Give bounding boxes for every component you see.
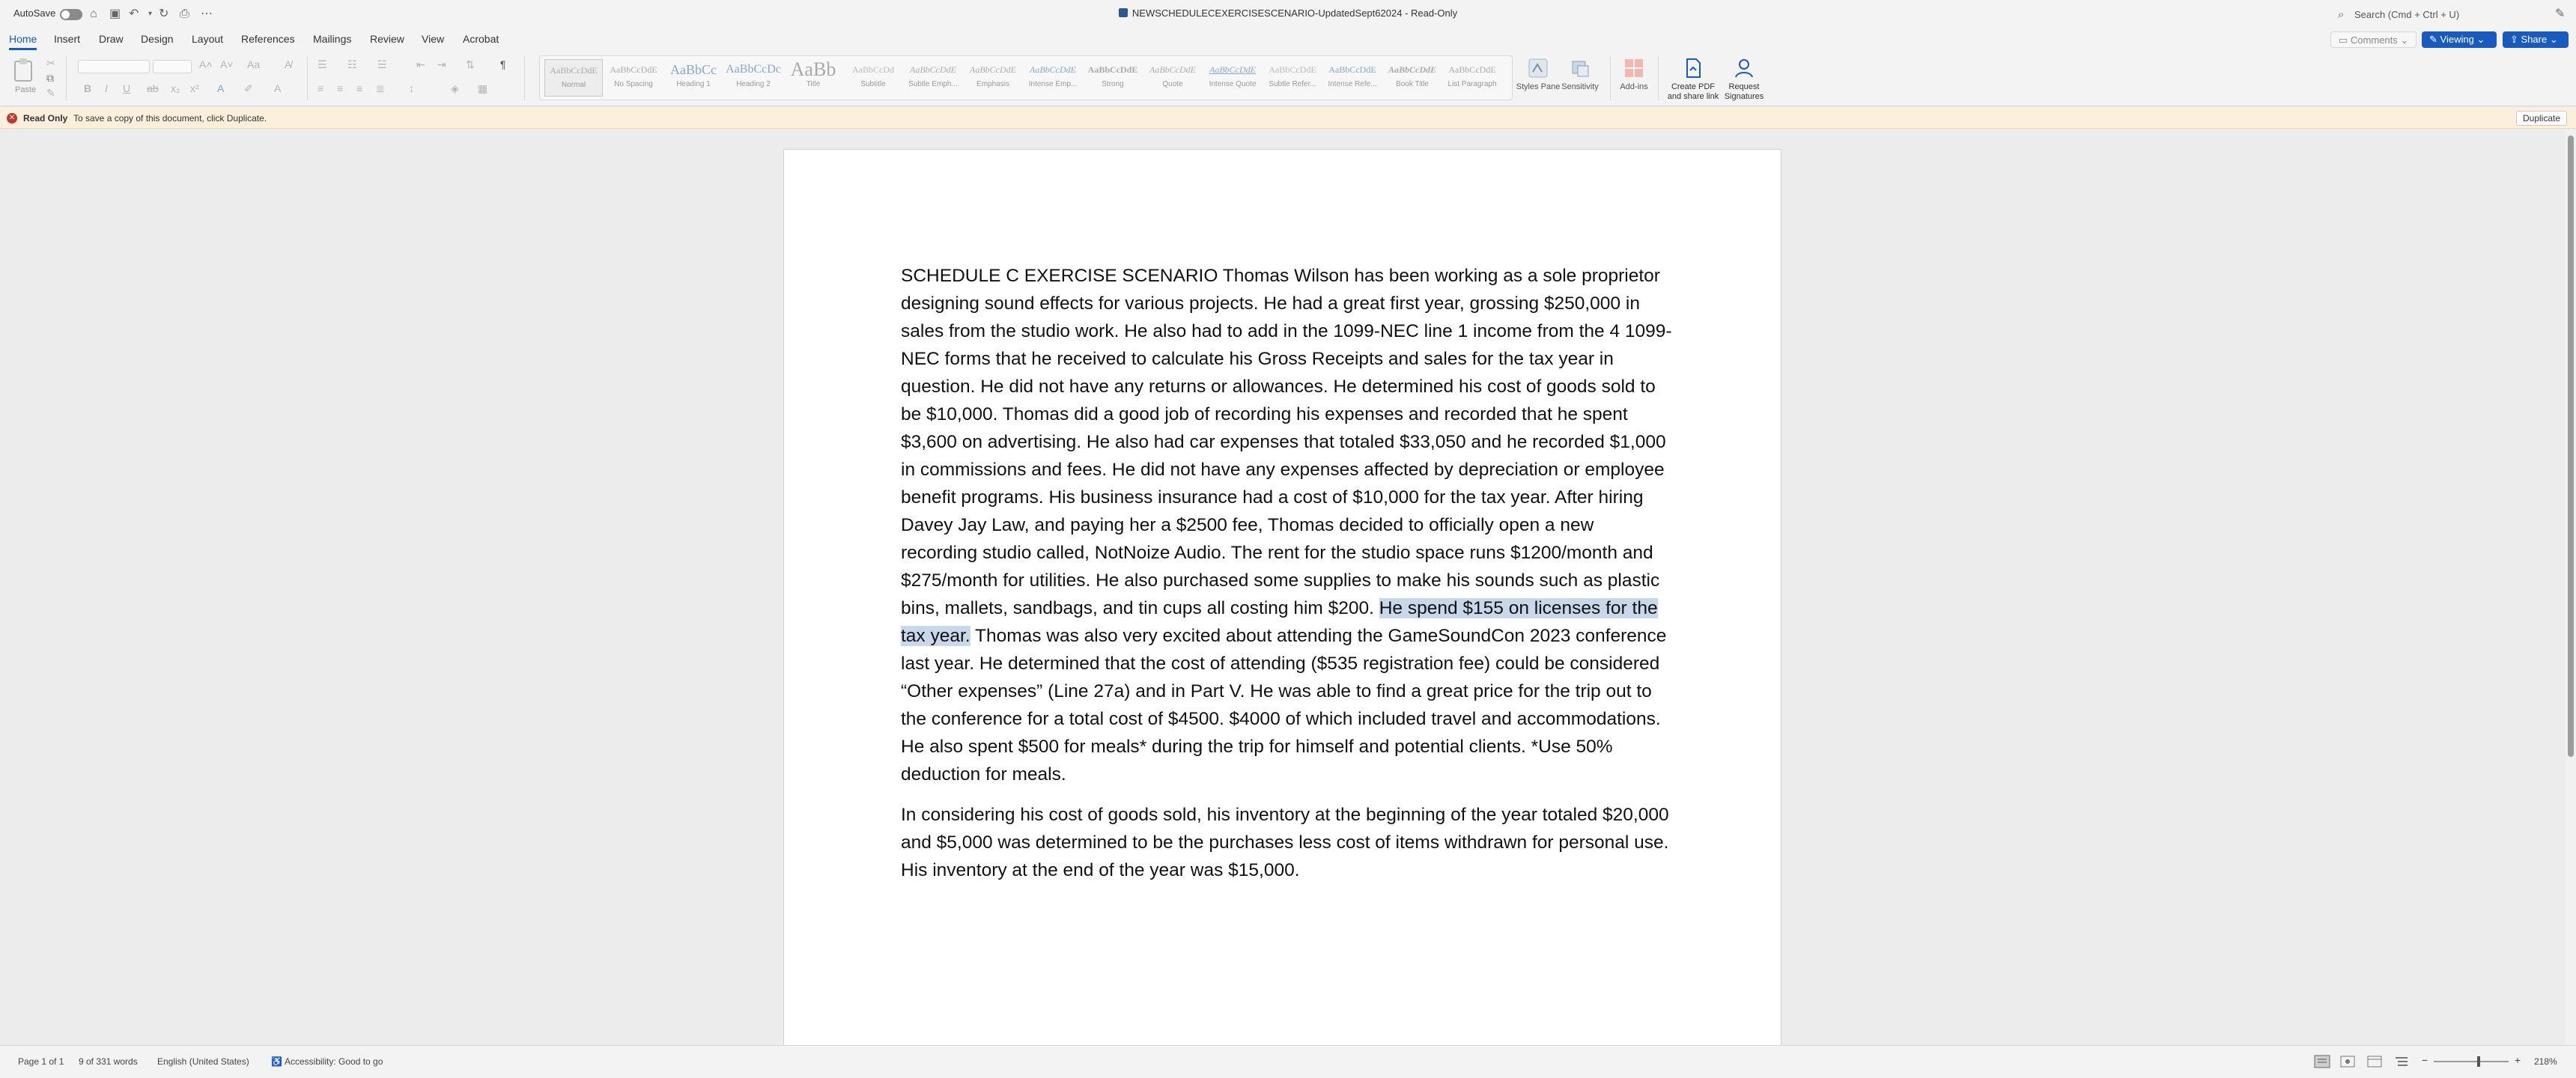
ribbon-divider — [66, 57, 67, 100]
paste-icon[interactable] — [10, 57, 37, 84]
style-sample: AaBbCcDdE — [610, 64, 657, 75]
page-count[interactable]: Page 1 of 1 — [18, 1056, 64, 1067]
style-name: Quote — [1162, 80, 1183, 88]
align-center-icon[interactable]: ≡ — [337, 82, 344, 94]
style-emphasis[interactable] — [964, 59, 1022, 97]
italic-icon[interactable]: I — [105, 82, 108, 94]
justify-icon[interactable]: ≣ — [376, 82, 385, 94]
increase-indent-icon[interactable]: ⇥ — [437, 58, 446, 70]
sensitivity-label: Sensitivity — [1561, 82, 1599, 91]
create-pdf-icon — [1682, 57, 1704, 79]
underline-icon[interactable]: U — [123, 82, 131, 94]
style-subtle-reference[interactable] — [1263, 59, 1322, 97]
comment-icon: ▭ — [2339, 34, 2348, 46]
viewing-label: Viewing — [2440, 34, 2474, 45]
style-name: Subtle Emph... — [908, 80, 958, 88]
read-only-message: To save a copy of this document, click Duplicate. — [73, 113, 267, 124]
close-icon[interactable]: ✕ — [7, 113, 17, 124]
zoom-in-icon[interactable]: + — [2515, 1054, 2521, 1066]
tab-layout[interactable]: Layout — [192, 33, 224, 45]
paragraph-1-text-end[interactable]: Thomas was also very excited about attending the GameSoundCon 2023 conference last year. He determined that the cost of attending ($535 registration fee) could be considered “Other expenses” (Line 27a) and in Part V. He was able to find a great price for the trip out to the conference for a total cost of $4500. $4000 of which included travel and accommodations. He also spent $500 for meals* during the trip for himself and potential clients. *Use 50% deduction for meals. — [901, 626, 1667, 785]
style-heading-1[interactable] — [664, 59, 723, 97]
style-name: List Paragraph — [1448, 80, 1497, 88]
tab-view[interactable]: View — [422, 33, 445, 45]
read-only-title: Read Only — [23, 113, 68, 124]
style-sample: AaBbCcDdE — [1209, 64, 1256, 75]
chevron-down-icon: ⌄ — [2400, 34, 2409, 46]
add-ins-button[interactable] — [1614, 57, 1653, 92]
add-ins-label: Add-ins — [1620, 82, 1648, 91]
title-bar — [0, 0, 2576, 28]
decrease-indent-icon[interactable]: ⇤ — [416, 58, 425, 70]
bullets-icon[interactable]: ☰ — [318, 58, 327, 70]
comments-button[interactable] — [2330, 31, 2416, 48]
word-document-icon — [1119, 8, 1128, 17]
accessibility-icon: ♿ — [271, 1056, 282, 1067]
document-title-text: NEWSCHEDULECEXERCISESCENARIO-UpdatedSept62024 - Read-Only — [1131, 7, 1458, 19]
sort-icon[interactable]: ⇅ — [466, 58, 475, 70]
style-sample: AaBbCc — [670, 62, 717, 77]
comments-label: Comments — [2350, 34, 2398, 46]
multilevel-list-icon[interactable]: ☱ — [377, 58, 387, 70]
document-page[interactable] — [783, 149, 1781, 1045]
style-name: Subtle Refer... — [1269, 80, 1316, 88]
numbering-icon[interactable]: ☷ — [347, 58, 357, 70]
create-pdf-label: Create PDF and share link — [1667, 82, 1719, 101]
ribbon-tabs — [0, 28, 2576, 51]
style-sample: AaBbCcDdE — [1030, 64, 1076, 75]
ribbon-divider — [524, 57, 525, 100]
line-spacing-icon[interactable]: ↕ — [409, 82, 414, 94]
ribbon-divider — [307, 57, 308, 100]
viewing-icon: ✎ — [2429, 34, 2437, 45]
more-icon[interactable]: ⋯ — [201, 7, 213, 20]
sensitivity-icon — [1569, 57, 1591, 79]
ribbon-divider — [1658, 57, 1659, 100]
ribbon-divider — [1610, 57, 1611, 100]
create-pdf-button[interactable] — [1664, 57, 1722, 102]
outline-icon[interactable] — [2393, 1055, 2410, 1068]
read-only-message-bar — [0, 108, 2576, 129]
style-sample: AaBbCcDdE — [1328, 64, 1376, 75]
style-name: Heading 2 — [736, 80, 771, 88]
styles-pane-icon — [1527, 57, 1549, 79]
chevron-down-icon: ⌄ — [2549, 34, 2558, 45]
redo-icon[interactable]: ↻ — [159, 7, 169, 20]
style-name: Emphasis — [976, 80, 1009, 88]
styles-gallery[interactable] — [539, 55, 1513, 100]
subscript-icon[interactable]: x₂ — [171, 82, 180, 94]
shrink-font-icon[interactable]: A˅ — [220, 58, 234, 70]
print-icon[interactable]: ⎙ — [180, 7, 189, 20]
paragraph-1[interactable] — [901, 262, 1672, 788]
font-color-icon[interactable]: A — [274, 82, 282, 94]
style-name: Intense Quote — [1209, 80, 1257, 88]
style-subtle-emphasis[interactable] — [904, 59, 962, 97]
styles-pane-button[interactable] — [1516, 57, 1561, 92]
tab-mailings[interactable]: Mailings — [313, 33, 352, 45]
accessibility-status[interactable]: Accessibility: Good to go — [285, 1056, 383, 1067]
tab-draw[interactable]: Draw — [99, 33, 124, 45]
chevron-down-icon: ⌄ — [2476, 34, 2485, 45]
undo-dropdown-icon[interactable]: ▾ — [148, 10, 153, 18]
request-signatures-icon — [1733, 57, 1755, 79]
word-count[interactable]: 9 of 331 words — [79, 1056, 138, 1067]
autosave-label: AutoSave — [13, 7, 56, 19]
style-subtitle[interactable] — [844, 59, 902, 97]
style-sample: AaBbCcDdE — [1269, 64, 1316, 75]
highlight-icon[interactable]: ✐ — [244, 82, 253, 94]
share-label: Share — [2521, 34, 2548, 45]
zoom-out-icon[interactable]: − — [2422, 1054, 2428, 1066]
language[interactable]: English (United States) — [157, 1056, 249, 1067]
style-strong[interactable] — [1084, 59, 1142, 97]
style-name: Book Title — [1396, 80, 1429, 88]
search-icon: ⌕ — [2338, 8, 2345, 21]
zoom-slider[interactable] — [2434, 1061, 2509, 1062]
document-title — [0, 7, 2576, 19]
add-ins-icon — [1623, 57, 1645, 79]
scrollbar-thumb[interactable] — [2568, 135, 2574, 757]
sensitivity-button[interactable] — [1558, 57, 1603, 92]
font-name-dropdown[interactable] — [78, 60, 150, 73]
style-sample: AaBbCcDdE — [1087, 64, 1138, 75]
save-icon[interactable]: ▣ — [109, 7, 121, 20]
edit-pen-icon[interactable]: ✎ — [2555, 7, 2566, 20]
show-formatting-icon[interactable]: ¶ — [500, 58, 506, 70]
share-icon: ⇪ — [2510, 34, 2518, 45]
format-painter-icon[interactable]: ✎ — [46, 87, 55, 99]
style-name: Strong — [1102, 80, 1124, 88]
tab-review[interactable]: Review — [370, 33, 404, 45]
style-sample: AaBb — [790, 59, 836, 80]
style-heading-2[interactable] — [724, 59, 783, 97]
shading-icon[interactable]: ◈ — [451, 82, 459, 94]
viewing-button[interactable] — [2422, 31, 2497, 48]
style-name: Intense Emp... — [1028, 80, 1078, 88]
style-sample: AaBbCcDd — [852, 64, 894, 75]
style-sample: AaBbCcDdE — [550, 65, 598, 76]
style-name: Intense Refe... — [1328, 80, 1377, 88]
style-intense-quote[interactable] — [1203, 59, 1262, 97]
text-effects-icon[interactable]: A — [217, 82, 225, 94]
zoom-slider-knob[interactable] — [2477, 1056, 2480, 1067]
style-sample: AaBbCcDdE — [970, 64, 1016, 75]
focus-icon[interactable] — [2339, 1055, 2356, 1068]
print-layout-icon[interactable] — [2314, 1055, 2330, 1068]
document-canvas[interactable] — [0, 130, 2566, 1045]
paragraph-1-text[interactable]: SCHEDULE C EXERCISE SCENARIO Thomas Wilson has been working as a sole proprietor designing sound effects for various projects. He had a great first year, grossing $250,000 in sales from the studio work. He also had to add in the 1099-NEC line 1 income from the 4 1099-NEC forms that he received to calculate his Gross Receipts and sales for the tax year in question. He did not have any returns or allowances. He determined his cost of goods sold to be $10,000. Thomas did a good job of recording his expenses and recorded that he spent $3,600 on advertising. He also had car expenses that totaled $33,050 and he recorded $1,000 in commissions and fees. He did not have any expenses affected by depreciation or employee benefit programs. His business insurance had a cost of $10,000 for the tax year. After hiring Davey Jay Law, and paying her a $2500 fee, Thomas decided to officially open a new recording studio called, NotNoize Audio. The rent for the studio space runs $1200/month and $275/month for utilities. He also purchased some supplies to make his sounds such as plastic bins, mallets, sandbags, and tin cups all costing him $200. — [901, 266, 1672, 618]
bold-icon[interactable]: B — [84, 82, 92, 94]
style-sample: AaBbCcDdE — [1388, 64, 1436, 75]
tab-references[interactable]: References — [241, 33, 295, 45]
style-title[interactable] — [784, 59, 842, 97]
paragraph-2[interactable]: In considering his cost of goods sold, his inventory at the beginning of the year totaled $20,000 and $5,000 was determined to be the purchases less cost of items withdrawn for personal use. His inventory at the end of the year was $15,000. — [901, 805, 1669, 880]
tab-design[interactable]: Design — [141, 33, 174, 45]
style-name: Subtitle — [860, 80, 886, 88]
style-name: Title — [806, 80, 821, 88]
clear-formatting-icon[interactable]: A̸ — [285, 58, 292, 70]
tab-acrobat[interactable]: Acrobat — [463, 33, 499, 45]
ribbon-home — [0, 51, 2576, 106]
style-name: Normal — [561, 81, 586, 89]
undo-icon[interactable]: ↶ — [129, 7, 139, 20]
borders-icon[interactable]: ▦ — [478, 82, 488, 94]
duplicate-button[interactable]: Duplicate — [2516, 111, 2567, 126]
font-size-dropdown[interactable] — [153, 60, 192, 73]
style-normal[interactable] — [544, 59, 603, 97]
search-placeholder: Search (Cmd + Ctrl + U) — [2354, 9, 2460, 20]
style-no-spacing[interactable] — [604, 59, 663, 97]
strikethrough-icon[interactable]: ab — [147, 82, 159, 94]
superscript-icon[interactable]: x² — [190, 82, 199, 94]
copy-icon[interactable]: ⧉ — [46, 72, 54, 84]
style-list-paragraph[interactable] — [1443, 59, 1501, 97]
style-intense-emphasis[interactable] — [1024, 59, 1082, 97]
search-box[interactable] — [2335, 6, 2552, 24]
tab-home[interactable]: Home — [9, 33, 37, 45]
request-signatures-label: Request Signatures — [1724, 82, 1764, 101]
align-right-icon[interactable]: ≡ — [356, 82, 363, 94]
home-icon[interactable]: ⌂ — [90, 7, 97, 20]
selected-text[interactable]: He spend $155 on licenses for the tax year. — [901, 598, 1658, 646]
paste-label: Paste — [15, 85, 37, 94]
style-book-title[interactable] — [1383, 59, 1442, 97]
style-name: Heading 1 — [676, 80, 711, 88]
vertical-scrollbar[interactable] — [2566, 130, 2576, 1045]
status-bar — [0, 1045, 2576, 1078]
styles-pane-label: Styles Pane — [1516, 82, 1561, 91]
grow-font-icon[interactable]: A˄ — [199, 58, 213, 70]
style-sample: AaBbCcDc — [726, 63, 781, 76]
document-body[interactable] — [901, 262, 1672, 897]
change-case-icon[interactable]: Aa — [247, 58, 261, 70]
tab-insert[interactable]: Insert — [54, 33, 81, 45]
style-name: No Spacing — [614, 80, 653, 88]
cut-icon[interactable]: ✂ — [46, 57, 55, 69]
style-sample: AaBbCcDdE — [1448, 64, 1496, 75]
style-sample: AaBbCcDdE — [910, 64, 956, 75]
style-sample: AaBbCcDdE — [1149, 64, 1196, 75]
web-layout-icon[interactable] — [2366, 1055, 2383, 1068]
request-signatures-button[interactable] — [1722, 57, 1766, 102]
share-button[interactable] — [2503, 31, 2569, 48]
style-quote[interactable] — [1143, 59, 1202, 97]
style-intense-reference[interactable] — [1323, 59, 1382, 97]
align-left-icon[interactable]: ≡ — [318, 82, 324, 94]
zoom-level[interactable]: 218% — [2534, 1056, 2557, 1067]
